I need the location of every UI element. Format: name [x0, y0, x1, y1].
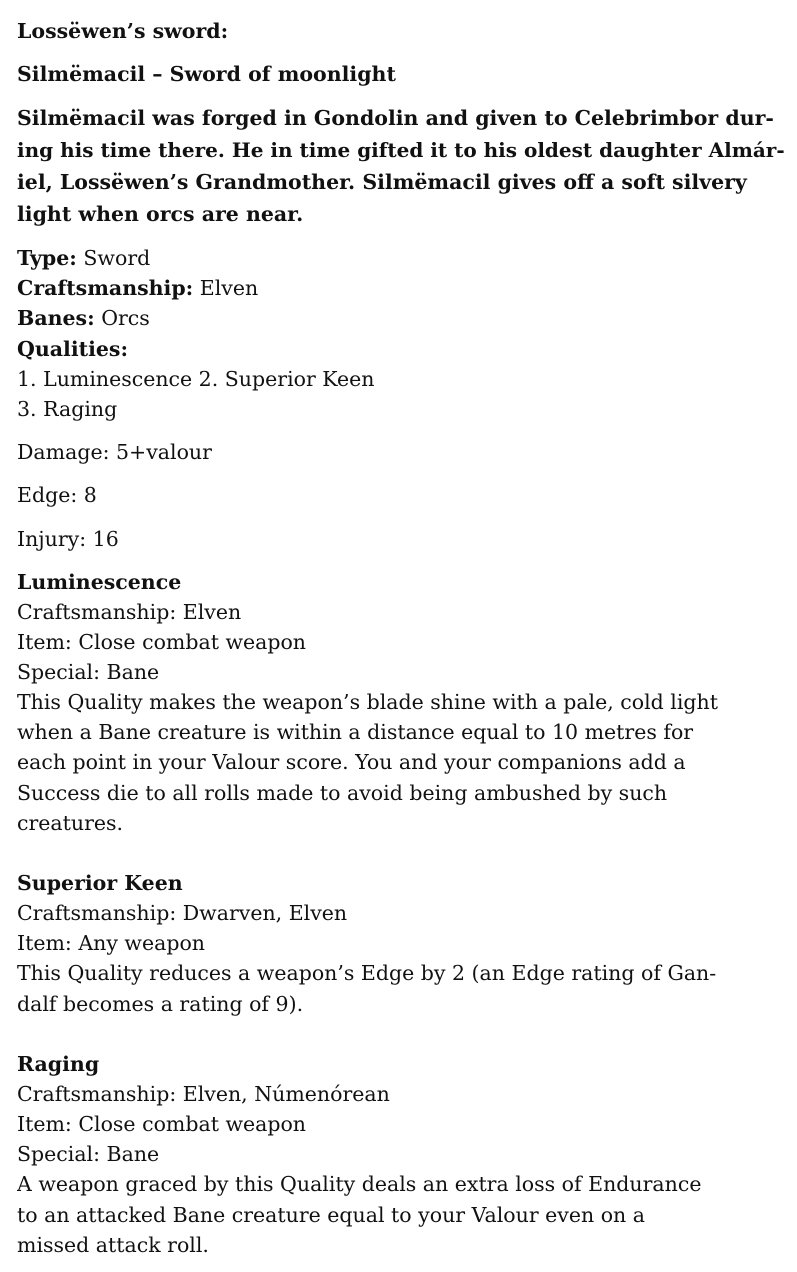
luminescence-line: creatures.	[17, 811, 124, 835]
luminescence-line: Item: Close combat weapon	[17, 630, 307, 654]
superior-keen-heading: Superior Keen	[17, 871, 183, 895]
intro-line: ing his time there. He in time gifted it to his oldest daughter Almár-	[17, 138, 785, 162]
stat-banes	[17, 303, 785, 333]
stat-banes-value: Orcs	[101, 306, 150, 330]
raging-line: Special: Bane	[17, 1142, 160, 1166]
luminescence-line: Special: Bane	[17, 660, 160, 684]
qualities-list-line: 3. Raging	[17, 397, 118, 421]
superior-keen-line: Craftsmanship: Dwarven, Elven	[17, 901, 348, 925]
stat-edge: Edge: 8	[17, 483, 97, 507]
raging-line: missed attack roll.	[17, 1233, 209, 1257]
superior-keen-line: Item: Any weapon	[17, 931, 206, 955]
luminescence-heading: Luminescence	[17, 570, 182, 594]
stat-craftsmanship	[17, 273, 785, 303]
qualities-list-line: 1. Luminescence 2. Superior Keen	[17, 367, 375, 391]
luminescence-line: when a Bane creature is within a distance equal to 10 metres for	[17, 720, 694, 744]
intro-line: light when orcs are near.	[17, 202, 304, 226]
raging-line: A weapon graced by this Quality deals an extra loss of Endurance	[17, 1172, 702, 1196]
luminescence-line: Success die to all rolls made to avoid being ambushed by such	[17, 781, 668, 805]
stat-type-label: Type:	[17, 246, 77, 270]
stat-injury: Injury: 16	[17, 527, 119, 551]
document-subtitle: Silmëmacil – Sword of moonlight	[17, 62, 396, 86]
superior-keen-line: This Quality reduces a weapon’s Edge by 2 (an Edge rating of Gan-	[17, 961, 717, 985]
document-title: Lossëwen’s sword:	[17, 19, 229, 43]
raging-line: Craftsmanship: Elven, Númenórean	[17, 1082, 390, 1106]
stat-craftsmanship-label: Craftsmanship:	[17, 276, 194, 300]
intro-line: Silmëmacil was forged in Gondolin and given to Celebrimbor dur-	[17, 106, 774, 130]
luminescence-line: each point in your Valour score. You and your companions add a	[17, 750, 686, 774]
stat-type	[17, 243, 785, 273]
stat-damage: Damage: 5+valour	[17, 440, 212, 464]
stat-banes-label: Banes:	[17, 306, 95, 330]
luminescence-line: Craftsmanship: Elven	[17, 600, 242, 624]
intro-line: iel, Lossëwen’s Grandmother. Silmëmacil gives off a soft silvery	[17, 170, 747, 194]
stat-type-value: Sword	[83, 246, 151, 270]
luminescence-line: This Quality makes the weapon’s blade shine with a pale, cold light	[17, 690, 718, 714]
raging-line: Item: Close combat weapon	[17, 1112, 307, 1136]
superior-keen-line: dalf becomes a rating of 9).	[17, 992, 304, 1016]
stat-qualities-label: Qualities:	[17, 337, 129, 361]
raging-line: to an attacked Bane creature equal to your Valour even on a	[17, 1203, 645, 1227]
stat-craftsmanship-value: Elven	[199, 276, 259, 300]
raging-heading: Raging	[17, 1052, 100, 1076]
